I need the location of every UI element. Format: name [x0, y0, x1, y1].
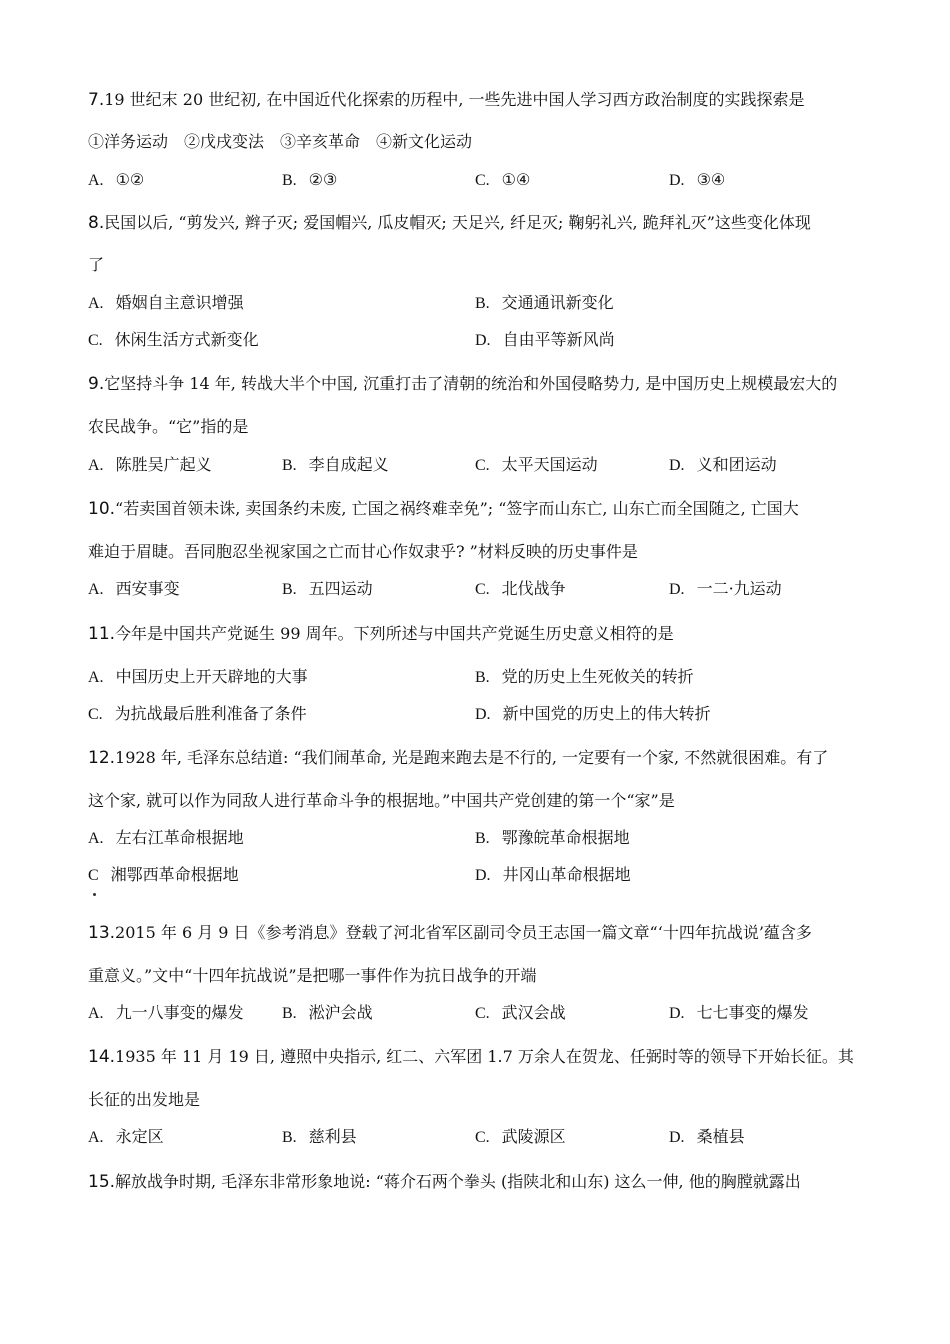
option-letter: C. — [475, 1129, 490, 1146]
question-11-stem — [88, 623, 674, 645]
option-a[interactable] — [88, 827, 244, 849]
option-d[interactable] — [669, 454, 777, 476]
option-letter: C. — [475, 581, 490, 598]
option-letter: B. — [475, 830, 490, 847]
option-letter: D. — [475, 867, 491, 884]
question-14-stem-line-2: 长征的出发地是 — [88, 1090, 201, 1109]
option-d[interactable] — [475, 329, 615, 351]
question-text: 今年是中国共产党诞生 99 周年。下列所述与中国共产党诞生历史意义相符的是 — [115, 624, 674, 643]
question-15-stem — [88, 1171, 801, 1193]
option-b[interactable] — [282, 169, 337, 191]
option-d[interactable] — [669, 1002, 809, 1024]
option-letter: C. — [475, 172, 490, 189]
option-text: 武汉会战 — [501, 1003, 566, 1022]
option-b[interactable] — [282, 454, 389, 476]
option-b[interactable] — [282, 1002, 373, 1024]
option-b[interactable] — [475, 292, 614, 314]
option-text: 交通通讯新变化 — [501, 293, 614, 312]
option-a[interactable] — [88, 578, 180, 600]
question-13-stem-line-2: 重意义。”文中“十四年抗战说”是把哪一事件作为抗日战争的开端 — [88, 966, 537, 985]
option-text: 桑植县 — [696, 1127, 745, 1146]
question-number: 13. — [88, 923, 116, 943]
question-number: 14. — [88, 1047, 116, 1067]
option-letter: A. — [88, 457, 104, 474]
option-letter: A. — [88, 295, 104, 312]
option-text: 慈利县 — [308, 1127, 357, 1146]
option-a[interactable] — [88, 454, 212, 476]
question-text: “若卖国首领未诛, 卖国条约未废, 亡国之祸终难幸免”; “签字而山东亡, 山东亡而全国随之, 亡国大 — [115, 499, 799, 518]
option-letter: C. — [88, 706, 103, 723]
option-text: ①② — [115, 170, 145, 189]
question-14-stem — [88, 1046, 854, 1068]
option-a[interactable] — [88, 666, 308, 688]
option-text: 淞沪会战 — [308, 1003, 373, 1022]
option-c[interactable] — [475, 454, 598, 476]
option-c[interactable] — [475, 578, 566, 600]
option-text: 五四运动 — [308, 579, 373, 598]
option-text: 自由平等新风尚 — [502, 330, 615, 349]
option-b[interactable] — [475, 827, 630, 849]
question-7-stem — [88, 89, 805, 111]
question-text: 1935 年 11 月 19 日, 遵照中央指示, 红二、六军团 1.7 万余人在贺龙、任弼时等的领导下开始长征。其 — [115, 1047, 854, 1066]
option-letter: A. — [88, 581, 104, 598]
option-d[interactable] — [669, 1126, 745, 1148]
question-12-stem — [88, 747, 828, 769]
question-number: 12. — [88, 748, 116, 768]
option-d[interactable] — [475, 703, 711, 725]
option-letter: D. — [669, 581, 685, 598]
option-letter: D. — [669, 172, 685, 189]
option-text: 湘鄂西革命根据地 — [110, 865, 239, 884]
question-number: 9. — [88, 374, 105, 394]
option-text: 九一八事变的爆发 — [115, 1003, 244, 1022]
option-text: ③④ — [696, 170, 726, 189]
option-text: 井冈山革命根据地 — [502, 865, 631, 884]
option-b[interactable] — [282, 1126, 357, 1148]
option-b[interactable] — [475, 666, 694, 688]
option-letter: B. — [282, 581, 297, 598]
option-text: 中国历史上开天辟地的大事 — [115, 667, 308, 686]
question-text: 1928 年, 毛泽东总结道: “我们闹革命, 光是跑来跑去是不行的, 一定要有一个家, 不然就很困难。有了 — [115, 748, 829, 767]
option-a[interactable] — [88, 292, 244, 314]
option-letter: A. — [88, 1129, 104, 1146]
option-letter: B. — [282, 172, 297, 189]
option-d[interactable] — [669, 578, 782, 600]
option-text: 太平天国运动 — [501, 455, 598, 474]
option-text: 为抗战最后胜利准备了条件 — [114, 704, 307, 723]
option-c[interactable] — [88, 703, 307, 725]
option-b[interactable] — [282, 578, 373, 600]
question-number: 8. — [88, 213, 105, 233]
option-d[interactable] — [669, 169, 725, 191]
question-text: 2015 年 6 月 9 日《参考消息》登载了河北省军区副司令员王志国一篇文章“‘十四年抗战说’蕴含多 — [115, 923, 812, 942]
option-text: 西安事变 — [115, 579, 180, 598]
option-letter: D. — [475, 332, 491, 349]
option-text: 北伐战争 — [501, 579, 566, 598]
option-letter: C. — [475, 1005, 490, 1022]
option-letter: B. — [282, 457, 297, 474]
option-letter: A. — [88, 1005, 104, 1022]
option-text: 七七事变的爆发 — [696, 1003, 809, 1022]
option-letter: B. — [282, 1129, 297, 1146]
option-letter: D. — [475, 706, 491, 723]
option-text: 休闲生活方式新变化 — [114, 330, 259, 349]
question-number: 7. — [88, 90, 105, 110]
option-c[interactable] — [88, 329, 259, 351]
question-8-stem-line-2: 了 — [88, 255, 105, 274]
option-letter: B. — [475, 295, 490, 312]
option-letter: B. — [475, 669, 490, 686]
option-letter: D. — [669, 457, 685, 474]
option-text: 李自成起义 — [308, 455, 389, 474]
question-number: 15. — [88, 1172, 116, 1192]
option-text: 陈胜吴广起义 — [115, 455, 212, 474]
option-text: 新中国党的历史上的伟大转折 — [502, 704, 711, 723]
option-letter: A. — [88, 669, 104, 686]
option-a[interactable] — [88, 1002, 244, 1024]
question-number: 11. — [88, 624, 116, 644]
option-c[interactable] — [475, 169, 530, 191]
option-letter: C. — [88, 332, 103, 349]
option-letter: D. — [669, 1129, 685, 1146]
option-c[interactable] — [88, 864, 239, 886]
option-text: 左右江革命根据地 — [115, 828, 244, 847]
option-text: 婚姻自主意识增强 — [115, 293, 244, 312]
question-9-stem — [88, 373, 837, 395]
question-number: 10. — [88, 499, 116, 519]
option-text: 鄂豫皖革命根据地 — [501, 828, 630, 847]
option-letter: C — [88, 867, 99, 884]
question-text: 民国以后, “剪发兴, 辫子灭; 爱国帽兴, 瓜皮帽灭; 天足兴, 纤足灭; 鞠躬礼兴, 跪拜礼灭”这些变化体现 — [104, 213, 811, 232]
stray-dot — [93, 893, 96, 896]
option-c[interactable] — [475, 1002, 566, 1024]
question-7-stem-line-2: ①洋务运动 ②戊戌变法 ③辛亥革命 ④新文化运动 — [88, 132, 473, 151]
option-letter: C. — [475, 457, 490, 474]
question-text: 19 世纪末 20 世纪初, 在中国近代化探索的历程中, 一些先进中国人学习西方政治制度的实践探索是 — [104, 90, 805, 109]
option-letter: A. — [88, 830, 104, 847]
option-text: 党的历史上生死攸关的转折 — [501, 667, 694, 686]
option-text: 武陵源区 — [501, 1127, 566, 1146]
question-10-stem-line-2: 难迫于眉睫。吾同胞忍坐视家国之亡而甘心作奴隶乎? ”材料反映的历史事件是 — [88, 542, 638, 561]
question-text: 它坚持斗争 14 年, 转战大半个中国, 沉重打击了清朝的统治和外国侵略势力, 是中国历史上规模最宏大的 — [104, 374, 838, 393]
option-a[interactable] — [88, 169, 144, 191]
option-letter: A. — [88, 172, 104, 189]
option-text: ②③ — [308, 170, 338, 189]
question-text: 解放战争时期, 毛泽东非常形象地说: “蒋介石两个拳头 (指陕北和山东) 这么一伸, 他的胸膛就露出 — [115, 1172, 801, 1191]
option-letter: B. — [282, 1005, 297, 1022]
option-a[interactable] — [88, 1126, 164, 1148]
option-d[interactable] — [475, 864, 631, 886]
option-text: ①④ — [501, 170, 531, 189]
question-10-stem — [88, 498, 799, 520]
option-text: 一二·九运动 — [696, 579, 782, 598]
option-text: 永定区 — [115, 1127, 164, 1146]
question-13-stem — [88, 922, 812, 944]
option-text: 义和团运动 — [696, 455, 777, 474]
question-12-stem-line-2: 这个家, 就可以作为同敌人进行革命斗争的根据地。”中国共产党创建的第一个“家”是 — [88, 791, 675, 810]
question-9-stem-line-2: 农民战争。“它”指的是 — [88, 417, 249, 436]
question-8-stem — [88, 212, 811, 234]
option-letter: D. — [669, 1005, 685, 1022]
option-c[interactable] — [475, 1126, 566, 1148]
